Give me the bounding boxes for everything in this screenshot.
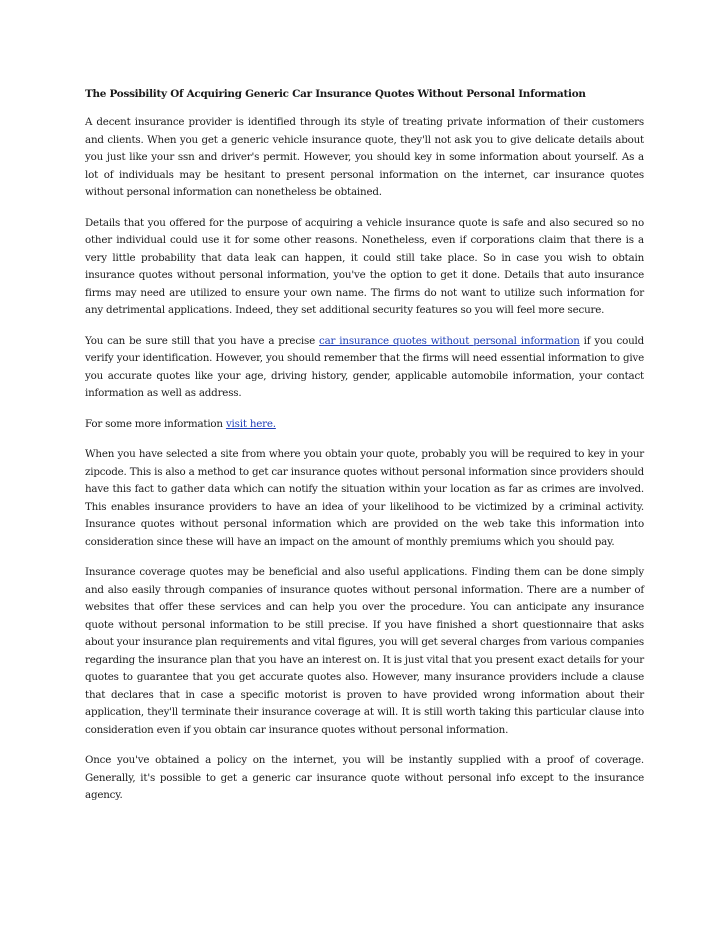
visit-here-link[interactable]: visit here. <box>225 417 276 430</box>
car-insurance-quotes-link[interactable]: car insurance quotes without personal information <box>319 334 580 347</box>
paragraph-3-text-after: if you could verify your identification. However, you should remember that the firms will need essential information to give you accurate quotes like your age, driving history, gender, applicable automobile information, your contact information as well as address. <box>85 334 644 399</box>
paragraph-7: Once you've obtained a policy on the internet, you will be instantly supplied with a proof of coverage. Generally, it's possible to get a generic car insurance quote without personal info except to the insurance agency. <box>85 754 644 801</box>
paragraph-3-text-before: You can be sure still that you have a precise <box>85 334 320 347</box>
document-page <box>85 87 644 818</box>
paragraph-3 <box>85 333 644 403</box>
document-title: The Possibility Of Acquiring Generic Car Insurance Quotes Without Personal Information <box>85 88 586 100</box>
paragraph-1: A decent insurance provider is identified through its style of treating private information of their customers and clients. When you get a generic vehicle insurance quote, they'll not ask you to give delicate details about you just like your ssn and driver's permit. However, you should key in some information about yourself. As a lot of individuals may be hesitant to present personal information on the internet, car insurance quotes without personal information can nonetheless be obtained. <box>85 116 644 198</box>
paragraph-2: Details that you offered for the purpose of acquiring a vehicle insurance quote is safe and also secured so no other individual could use it for some other reasons. Nonetheless, even if corporations claim that there is a very little probability that data leak can happen, it could still take place. So in case you wish to obtain insurance quotes without personal information, you've the option to get it done. Details that auto insurance firms may need are utilized to ensure your own name. The firms do not want to utilize such information for any detrimental applications. Indeed, they set additional security features so you will feel more secure. <box>85 216 644 316</box>
paragraph-4 <box>85 416 644 434</box>
paragraph-6: Insurance coverage quotes may be beneficial and also useful applications. Finding them can be done simply and also easily through companies of insurance quotes without personal information. There are a number of websites that offer these services and can help you over the procedure. You can anticipate any insurance quote without personal information to be still precise. If you have finished a short questionnaire that asks about your insurance plan requirements and vital figures, you will get several charges from various companies regarding the insurance plan that you have an interest on. It is just vital that you present exact details for your quotes to guarantee that you get accurate quotes also. However, many insurance providers include a clause that declares that in case a specific motorist is proven to have provided wrong information about their application, they'll terminate their insurance coverage at will. It is still worth taking this particular clause into consideration even if you obtain car insurance quotes without personal information. <box>85 566 644 736</box>
paragraph-5: When you have selected a site from where you obtain your quote, probably you will be required to key in your zipcode. This is also a method to get car insurance quotes without personal information since providers should have this fact to gather data which can notify the situation within your location as far as crimes are involved. This enables insurance providers to have an idea of your likelihood to be victimized by a criminal activity. Insurance quotes without personal information which are provided on the web take this information into consideration since these will have an impact on the amount of monthly premiums which you should pay. <box>85 448 644 548</box>
paragraph-4-text-before: For some more information <box>85 417 226 430</box>
